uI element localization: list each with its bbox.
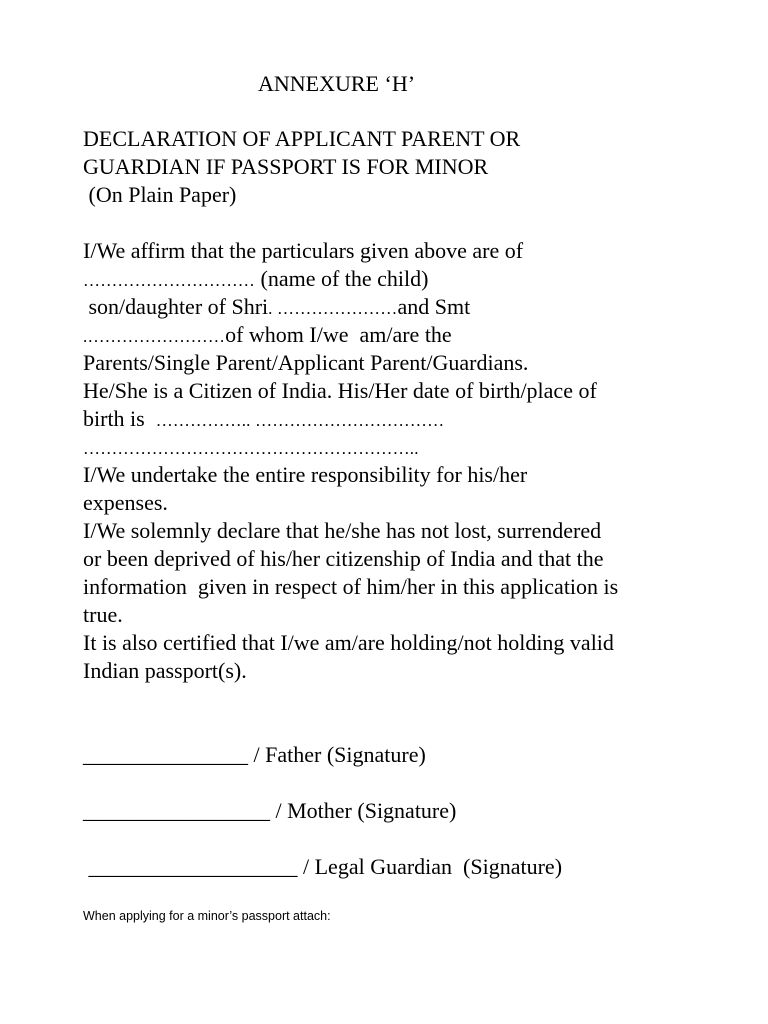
body-line: or been deprived of his/her citizenship of India and that the: [83, 546, 604, 571]
body-line: [83, 321, 733, 349]
annexure-title: ANNEXURE ‘H’: [258, 71, 416, 96]
child-name-blank: …………………………: [83, 271, 255, 290]
birth-details-blank-continued: …………………………………………………..: [83, 439, 419, 458]
declaration-heading: [83, 125, 723, 209]
heading-line-2: GUARDIAN IF PASSPORT IS FOR MINOR: [83, 154, 489, 179]
body-line: [83, 433, 733, 461]
body-line: I/We undertake the entire responsibility for his/her: [83, 462, 528, 487]
heading-subtitle: (On Plain Paper): [83, 182, 237, 207]
body-text: and Smt: [397, 294, 471, 319]
body-line: He/She is a Citizen of India. His/Her date of birth/place of: [83, 378, 597, 403]
body-text: son/daughter of Shri: [83, 294, 269, 319]
body-text: birth is: [83, 406, 156, 431]
body-text: (name of the child): [255, 266, 429, 291]
heading-line-1: DECLARATION OF APPLICANT PARENT OR: [83, 126, 521, 151]
body-line: Parents/Single Parent/Applicant Parent/Guardians.: [83, 350, 529, 375]
body-line: information given in respect of him/her in this application is: [83, 574, 619, 599]
body-line: [83, 293, 733, 321]
father-signature-line: _______________ / Father (Signature): [83, 742, 426, 767]
body-line: [83, 265, 733, 293]
attachment-note: When applying for a minor’s passport attach:: [83, 909, 331, 923]
body-line: expenses.: [83, 490, 168, 515]
body-line: I/We solemnly declare that he/she has not lost, surrendered: [83, 518, 602, 543]
guardian-signature-line: ___________________ / Legal Guardian (Signature): [83, 854, 563, 879]
body-line: I/We affirm that the particulars given above are of: [83, 238, 524, 263]
birth-details-blank: …………….. ……………………………: [155, 411, 445, 430]
body-line: It is also certified that I/we am/are holding/not holding valid: [83, 630, 614, 655]
mother-signature-line: _________________ / Mother (Signature): [83, 798, 457, 823]
declaration-body: [83, 237, 733, 685]
body-text: of whom I/we am/are the: [225, 322, 452, 347]
body-line: [83, 405, 733, 433]
body-line: true.: [83, 602, 123, 627]
body-line: Indian passport(s).: [83, 658, 247, 683]
father-name-blank: . …………………: [268, 299, 398, 318]
mother-name-blank: .……………………: [83, 327, 226, 346]
